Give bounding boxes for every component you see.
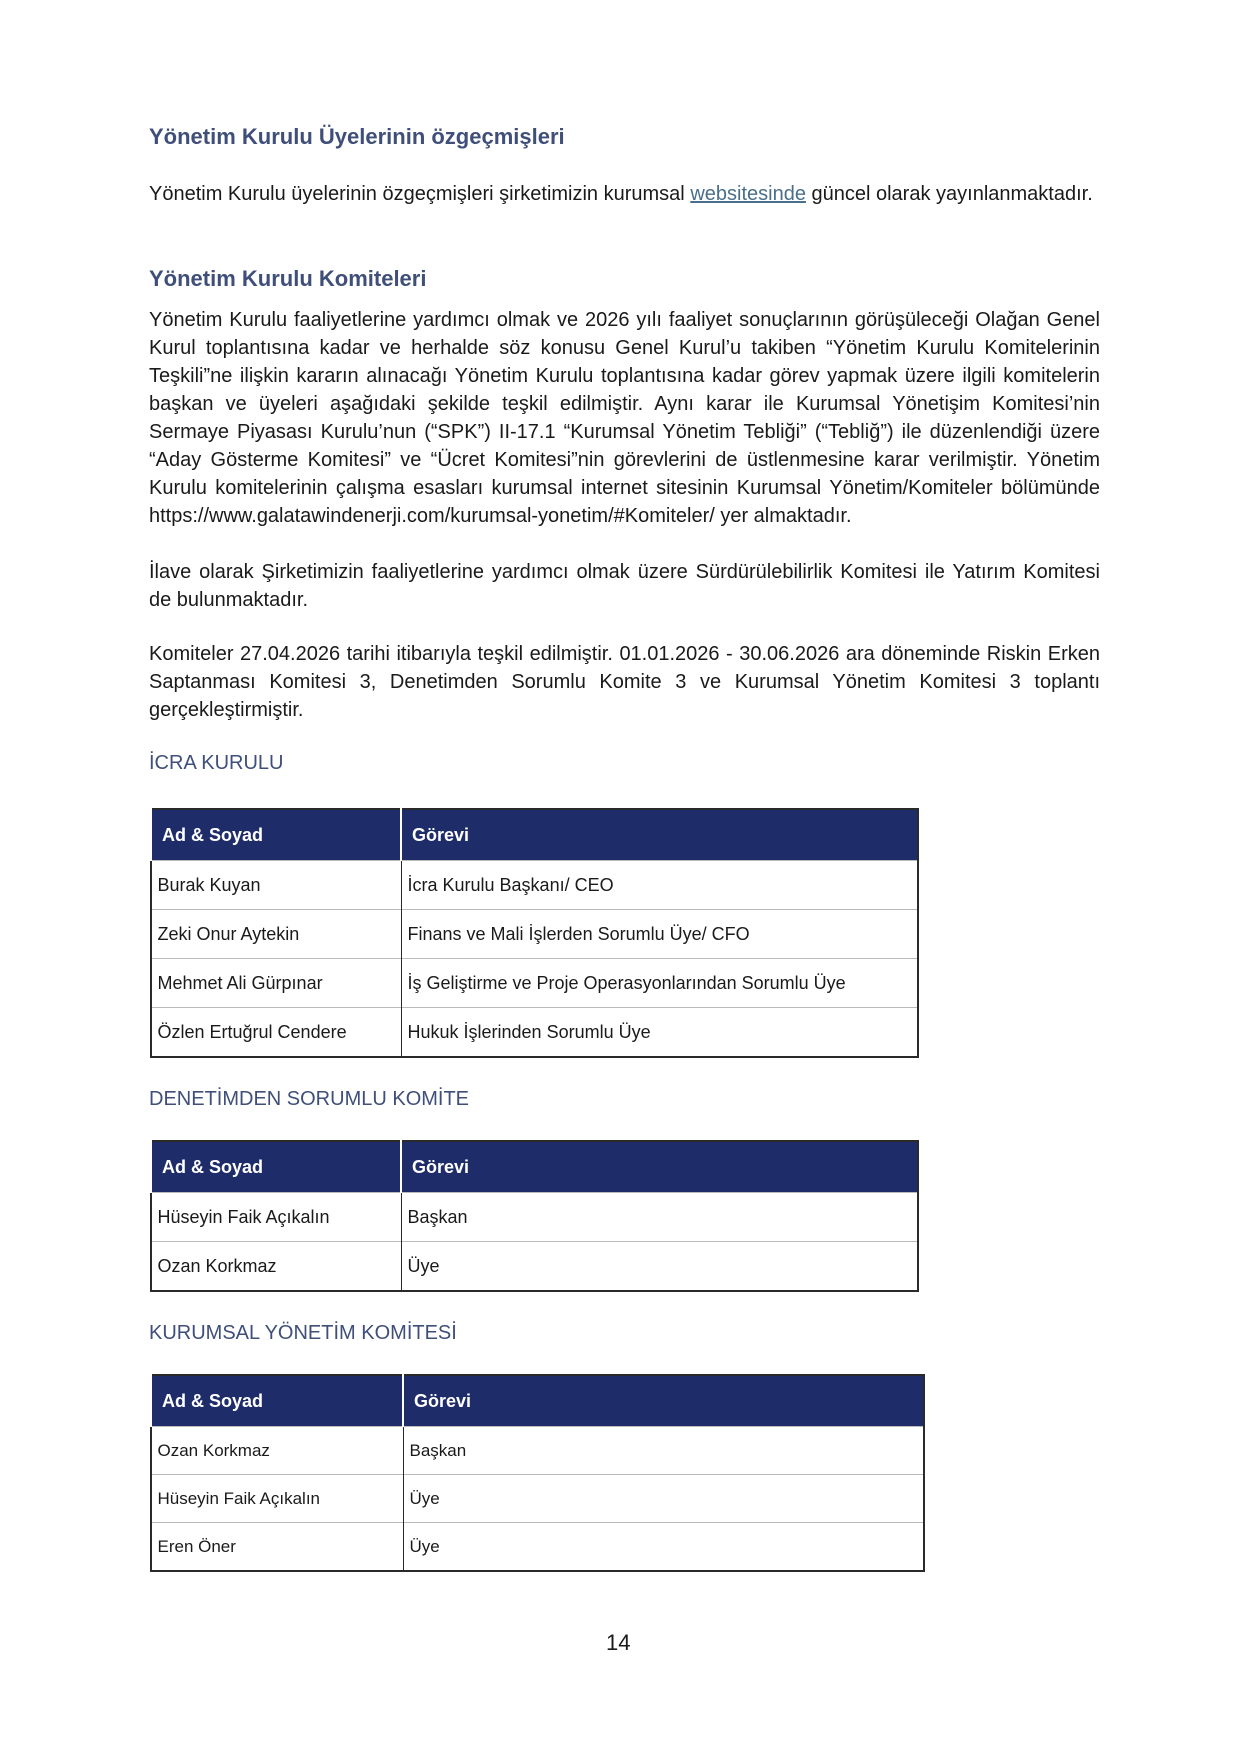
member-name: Ozan Korkmaz <box>151 1427 404 1475</box>
committees-heading: Yönetim Kurulu Komiteleri <box>149 266 427 291</box>
table-row <box>151 959 919 1008</box>
header-role: Görevi <box>403 1375 924 1427</box>
header-role: Görevi <box>401 809 918 861</box>
member-role: Başkan <box>403 1427 924 1475</box>
cv-paragraph <box>149 180 1100 208</box>
website-link[interactable]: websitesinde <box>690 183 806 205</box>
cv-heading: Yönetim Kurulu Üyelerinin özgeçmişleri <box>149 124 565 149</box>
header-name: Ad & Soyad <box>151 1141 402 1193</box>
section-title-icra-kurulu: İCRA KURULU <box>149 752 284 774</box>
member-name: Eren Öner <box>151 1523 404 1572</box>
table-header-row <box>151 1141 919 1193</box>
table-row <box>151 1242 919 1292</box>
member-role: Hukuk İşlerinden Sorumlu Üye <box>401 1008 918 1058</box>
additional-committees-paragraph: İlave olarak Şirketimizin faaliyetlerine yardımcı olmak üzere Sürdürülebilirlik Komitesi ile Yatırım Komitesi de bulunmaktadır. <box>149 561 1100 611</box>
member-role: Üye <box>401 1242 918 1292</box>
icra-kurulu-table <box>149 808 919 1058</box>
header-name: Ad & Soyad <box>151 809 402 861</box>
audit-committee-table <box>149 1140 919 1292</box>
table-row <box>151 1193 919 1242</box>
cv-text-before: Yönetim Kurulu üyelerinin özgeçmişleri şirketimizin kurumsal <box>149 183 685 205</box>
section-title-governance-committee: KURUMSAL YÖNETİM KOMİTESİ <box>149 1322 457 1344</box>
member-role: İş Geliştirme ve Proje Operasyonlarından Sorumlu Üye <box>401 959 918 1008</box>
meetings-paragraph: Komiteler 27.04.2026 tarihi itibarıyla teşkil edilmiştir. 01.01.2026 - 30.06.2026 ara döneminde Riskin Erken Saptanması Komitesi 3, Denetimden Sorumlu Komite 3 ve Kurumsal Yönetim Komitesi 3 toplantı gerçekleştirmiştir. <box>149 643 1100 721</box>
table-row <box>151 1008 919 1058</box>
governance-committee-table <box>149 1374 925 1572</box>
table-header-row <box>151 1375 925 1427</box>
member-name: Özlen Ertuğrul Cendere <box>151 1008 402 1058</box>
page-number: 14 <box>606 1630 631 1655</box>
member-role: Finans ve Mali İşlerden Sorumlu Üye/ CFO <box>401 910 918 959</box>
member-name: Burak Kuyan <box>151 861 402 910</box>
section-title-audit-committee: DENETİMDEN SORUMLU KOMİTE <box>149 1088 470 1110</box>
cv-text-after: güncel olarak yayınlanmaktadır. <box>811 183 1093 205</box>
member-role: İcra Kurulu Başkanı/ CEO <box>401 861 918 910</box>
header-role: Görevi <box>401 1141 918 1193</box>
table-header-row <box>151 809 919 861</box>
member-role: Üye <box>403 1475 924 1523</box>
member-role: Üye <box>403 1523 924 1572</box>
header-name: Ad & Soyad <box>151 1375 404 1427</box>
table-row <box>151 1427 925 1475</box>
member-name: Mehmet Ali Gürpınar <box>151 959 402 1008</box>
table-row <box>151 1475 925 1523</box>
member-name: Hüseyin Faik Açıkalın <box>151 1193 402 1242</box>
table-row <box>151 861 919 910</box>
member-role: Başkan <box>401 1193 918 1242</box>
member-name: Hüseyin Faik Açıkalın <box>151 1475 404 1523</box>
member-name: Ozan Korkmaz <box>151 1242 402 1292</box>
committees-paragraph: Yönetim Kurulu faaliyetlerine yardımcı olmak ve 2026 yılı faaliyet sonuçlarının görüşüleceği Olağan Genel Kurul toplantısına kadar ve herhalde söz konusu Genel Kurul’u takiben “Yönetim Kurulu Komitelerinin Teşkili”ne ilişkin kararın alınacağı Yönetim Kurulu toplantısına kadar görev yapmak üzere ilgili komitelerin başkan ve üyeleri aşağıdaki şekilde teşkil edilmiştir. Aynı karar ile Kurumsal Yönetişim Komitesi’nin Sermaye Piyasası Kurulu’nun (“SPK”) II-17.1 “Kurumsal Yönetim Tebliği” (“Tebliğ”) ile düzenlendiği üzere “Aday Gösterme Komitesi” ve “Ücret Komitesi”nin görevlerini de üstlenmesine karar verilmiştir. Yönetim Kurulu komitelerinin çalışma esasları kurumsal internet sitesinin Kurumsal Yönetim/Komiteler bölümünde https://www.galatawindenerji.com/kurumsal-yonetim/#Komiteler/ yer almaktadır. <box>149 309 1100 527</box>
table-row <box>151 1523 925 1572</box>
member-name: Zeki Onur Aytekin <box>151 910 402 959</box>
table-row <box>151 910 919 959</box>
